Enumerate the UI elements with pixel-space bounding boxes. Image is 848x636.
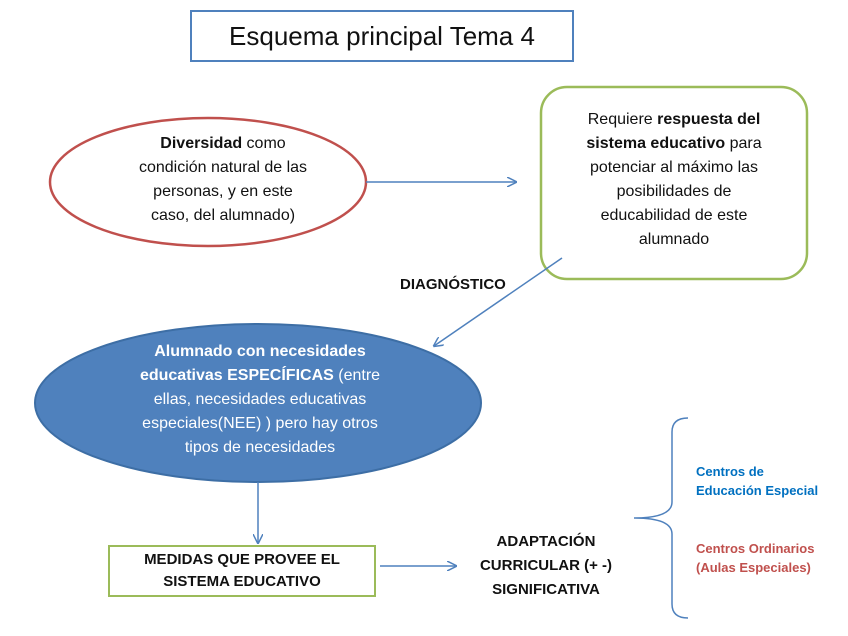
curly-brace	[634, 418, 688, 618]
alumnado-line5: tipos de necesidades	[184, 439, 336, 456]
respuesta-pre: Requiere	[587, 111, 658, 128]
centros-ord-line1: Centros Ordinarios	[696, 541, 815, 556]
diversidad-bold: Diversidad	[160, 135, 243, 152]
respuesta-line3: potenciar al máximo las	[589, 159, 759, 176]
alumnado-line4: especiales(NEE) ) pero hay otros	[142, 415, 378, 432]
respuesta-bold2: sistema educativo	[586, 135, 726, 152]
diversidad-line4: caso, del alumnado)	[150, 207, 296, 224]
arrow-respuesta-to-alumnado	[434, 258, 562, 346]
diversidad-line3: personas, y en este	[153, 183, 293, 200]
alumnado-text	[80, 340, 440, 460]
adaptacion-line2: CURRICULAR (+ -)	[479, 557, 613, 574]
adaptacion-line1: ADAPTACIÓN	[496, 533, 596, 550]
adaptacion-line3: SIGNIFICATIVA	[492, 581, 600, 598]
diversidad-rest1: como	[242, 135, 286, 152]
centros-ee-line2: Educación Especial	[696, 483, 819, 498]
respuesta-text	[556, 108, 792, 252]
alumnado-rest2: (entre	[333, 367, 381, 384]
diversidad-text	[88, 132, 358, 228]
respuesta-line6: alumnado	[638, 231, 710, 248]
centros-ord-line2: (Aulas Especiales)	[696, 560, 811, 575]
diagnostico-label: DIAGNÓSTICO	[400, 276, 506, 293]
alumnado-bold1: Alumnado con necesidades	[154, 343, 366, 360]
alumnado-bold2: educativas ESPECÍFICAS	[139, 367, 334, 384]
centros-educacion-especial	[696, 462, 818, 500]
adaptacion-text	[456, 530, 636, 602]
medidas-box	[108, 545, 376, 597]
medidas-line1: MEDIDAS QUE PROVEE EL	[144, 551, 340, 568]
diversidad-line2: condición natural de las	[138, 159, 308, 176]
respuesta-rest2: para	[725, 135, 762, 152]
respuesta-bold1: respuesta del	[657, 111, 761, 128]
alumnado-line3: ellas, necesidades educativas	[153, 391, 367, 408]
title-box	[190, 10, 574, 62]
centros-ee-line1: Centros de	[696, 464, 764, 479]
respuesta-line5: educabilidad de este	[600, 207, 748, 224]
medidas-line2: SISTEMA EDUCATIVO	[163, 573, 321, 590]
centros-ordinarios	[696, 539, 814, 577]
respuesta-line4: posibilidades de	[616, 183, 732, 200]
page-title: Esquema principal Tema 4	[229, 20, 535, 51]
